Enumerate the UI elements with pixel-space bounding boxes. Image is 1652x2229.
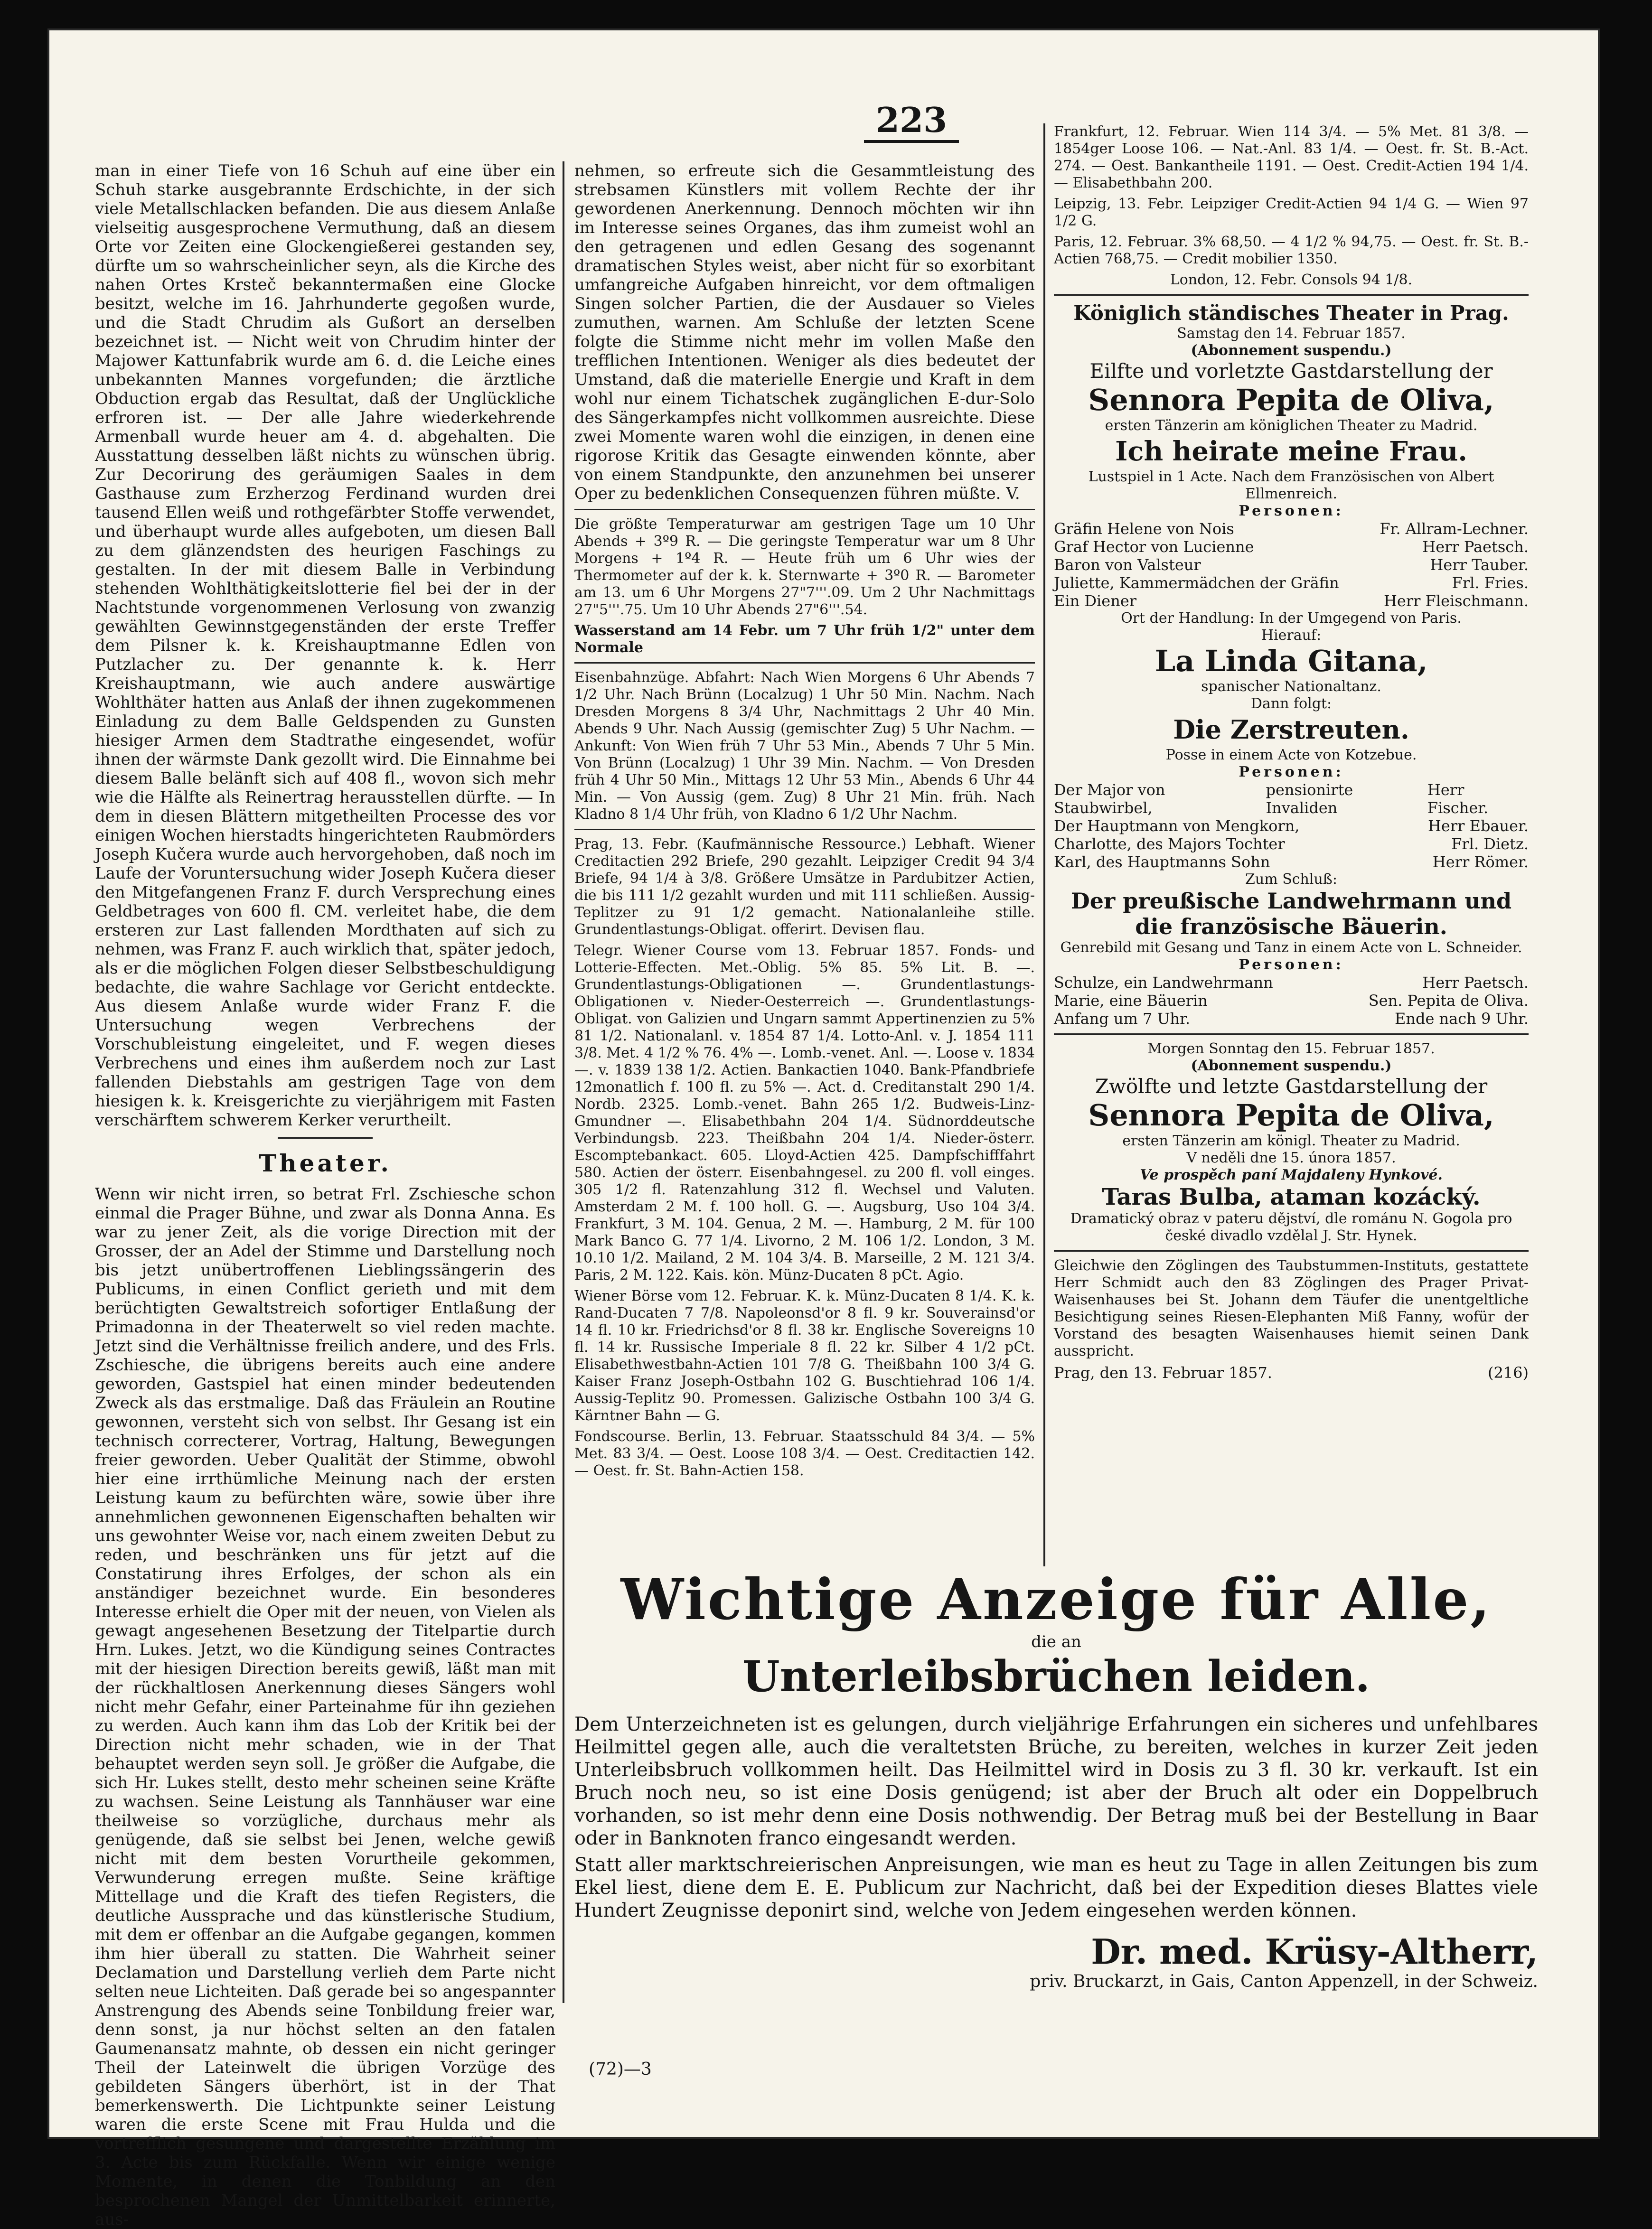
czech-play-subtitle: Dramatický obraz v pateru dějství, dle románu N. Gogola pro české divadlo vzdělal J. Str. Hynek. bbox=[1070, 1210, 1512, 1244]
persons-heading: Personen: bbox=[1239, 956, 1344, 973]
cast-row: Anfang um 7 Uhr. Ende nach 9 Uhr. bbox=[1054, 1010, 1529, 1028]
vienna-exchange-rates: Telegr. Wiener Course vom 13. Februar 1857. Fonds- und Lotterie-Effecten. Met.-Oblig. 5% 85. 5% Lit. B. —. Grundentlastungs-Obligationen —. Grundentlastungs-Obligationen v. Nieder-Oesterreich —. Grundentlastungs-Obligat. von Galizien und Ungarn sammt Appertinenzien zu 5% 81 1/2. Nationalanl. v. 1854 87 1/4. Lotto-Anl. v. J. 1854 111 3/8. Met. 4 1/2 % 76. 4% —. Lomb.-venet. Anl. —. Loose v. 1834 —. v. 1839 138 1/2. Actien. Bankactien 1040. Bank-Pfandbriefe 12monatlich f. 100 fl. zu 5% —. Act. d. Creditanstalt 290 1/4. Nordb. 2325. Lomb.-venet. Bahn 265 1/2. Budweis-Linz-Gmundner —. Elisabethbahn 204 1/4. Südnorddeutsche Verbindungsb. 223. Theißbahn 204 1/4. Nieder-österr. Escomptebankact. 605. Lloyd-Actien 425. Dampfschifffahrt 580. Actien der österr. Eisenbahngesel. zu 200 fl. voll einges. 305 1/2 fl. Ratenzahlung 312 fl. Wechsel und Valuten. Amsterdam 2 M. f. 100 holl. G. —. Augsburg, Uso 104 3/4. Frankfurt, 3 M. 104. Genua, 2 M. —. Hamburg, 2 M. für 100 Mark Banco G. 77 1/4. Livorno, 2 M. 106 1/2. London, 3 M. 10.10 1/2. Mailand, 2 M. 104 3/4. B. Marseille, 2 M. 121 3/4. Paris, 2 M. 122. Kais. kön. Münz-Ducaten 8 pCt. Agio. bbox=[574, 942, 1035, 1283]
divider bbox=[574, 829, 1035, 830]
elephant-notice: Gleichwie den Zöglingen des Taubstummen-Instituts, gestattete Herr Schmidt auch den 83 Zöglingen des Prager Privat-Waisenhauses bei St. Johann dem Täufer die unentgeltliche Besichtigung seines Riesen-Elephanten Miß Fanny, wofür der Vorstand des besagten Waisenhauses hiemit seinen Dank ausspricht. bbox=[1054, 1257, 1529, 1359]
notice-footer: Prag, den 13. Februar 1857. (216) bbox=[1054, 1364, 1529, 1382]
abonnement-note: (Abonnement suspendu.) bbox=[1191, 342, 1392, 359]
fund-rates: Fondscourse. Berlin, 13. Februar. Staatsschuld 84 3/4. — 5% Met. 83 3/4. — Oest. Loose 108 3/4. — Oest. Creditactien 142. — Oest. fr. St. Bahn-Actien 158. bbox=[574, 1428, 1035, 1479]
cast-row: Charlotte, des Majors Tochter Frl. Dietz. bbox=[1054, 835, 1529, 853]
star-name: Sennora Pepita de Oliva, bbox=[1088, 383, 1494, 417]
cast-row: Graf Hector von Lucienne Herr Paetsch. bbox=[1054, 538, 1529, 556]
star-role-2: ersten Tänzerin am königl. Theater zu Madrid. bbox=[1122, 1133, 1460, 1149]
ad-address: priv. Bruckarzt, in Gais, Canton Appenzell, in der Schweiz. bbox=[1030, 1972, 1538, 1991]
column-rule-1 bbox=[563, 161, 564, 2003]
ad-signature: Dr. med. Krüsy-Altherr, bbox=[1091, 1931, 1538, 1972]
play-subtitle: Lustspiel in 1 Acte. Nach dem Französischen von Albert Ellmenreich. bbox=[1088, 468, 1494, 502]
divider bbox=[574, 662, 1035, 664]
section-heading-theater: Theater. bbox=[259, 1149, 392, 1177]
dance-subtitle: spanischer Nationaltanz. bbox=[1201, 678, 1381, 695]
play3-title-a: Der preußische Landwehrmann und bbox=[1070, 888, 1512, 914]
prague-market: Prag, 13. Febr. (Kaufmännische Ressource.) Lebhaft. Wiener Creditactien 292 Briefe, 290 gezahlt. Leipziger Credit 94 3/4 Briefe, 94 1/4 à 3/8. Größere Umsätze in Pardubitzer Actien, die bis 111 1/2 gezahlt wurden und mit 111 schließen. Aussig-Teplitzer zu 91 1/2 gemacht. Nationalanleihe stille. Grundentlastungs-Obligat. offerirt. Devisen flau. bbox=[574, 836, 1035, 938]
cast-row: Ein Diener Herr Fleischmann. bbox=[1054, 592, 1529, 610]
playbill-date-2: Morgen Sonntag den 15. Februar 1857. bbox=[1147, 1040, 1435, 1057]
column-2 bbox=[574, 161, 1035, 1524]
water-level: Wasserstand am 14 Febr. um 7 Uhr früh 1/2" unter dem Normale bbox=[574, 622, 1035, 656]
play-title: Ich heirate meine Frau. bbox=[1115, 436, 1467, 467]
star-name-2: Sennora Pepita de Oliva, bbox=[1088, 1098, 1494, 1133]
czech-date: V neděli dne 15. února 1857. bbox=[1186, 1150, 1396, 1166]
cast-row: Der Hauptmann von Mengkorn, Herr Ebauer. bbox=[1054, 817, 1529, 835]
ad-paragraph-2: Statt aller marktschreierischen Anpreisungen, wie man es heut zu Tage in allen Zeitungen bis zum Ekel liest, diene dem E. E. Publicum zur Nachricht, daß bei der Expedition dieses Blattes viele Hundert Zeugnisse deponirt sind, welche von Jedem eingesehen werden können. bbox=[574, 1854, 1538, 1921]
paris-market: Paris, 12. Februar. 3% 68,50. — 4 1/2 % 94,75. — Oest. fr. St. B.-Actien 768,75. — Credit mobilier 1350. bbox=[1054, 234, 1529, 267]
playbill-date: Samstag den 14. Februar 1857. bbox=[1177, 325, 1406, 342]
divider bbox=[1054, 294, 1529, 296]
dann-folgt: Dann folgt: bbox=[1250, 695, 1332, 712]
ad-die-an: die an bbox=[1031, 1632, 1081, 1651]
cast-row: Gräfin Helene von Nois Fr. Allram-Lechner. bbox=[1054, 520, 1529, 538]
star-role: ersten Tänzerin am königlichen Theater zu Madrid. bbox=[1105, 417, 1478, 434]
theater-name: Königlich ständisches Theater in Prag. bbox=[1073, 301, 1509, 325]
ad-subtitle: Unterleibsbrüchen leiden. bbox=[742, 1651, 1370, 1702]
play2-subtitle: Posse in einem Acte von Kotzebue. bbox=[1165, 747, 1417, 763]
performance-line-2: Zwölfte und letzte Gastdarstellung der bbox=[1095, 1075, 1488, 1098]
divider bbox=[278, 1137, 373, 1139]
column-3 bbox=[1054, 123, 1529, 1547]
abonnement-note-2: (Abonnement suspendu.) bbox=[1191, 1058, 1392, 1074]
divider bbox=[1054, 1033, 1529, 1035]
column-1 bbox=[95, 161, 555, 2229]
column-rule-2 bbox=[1043, 123, 1045, 1566]
news-paragraph: man in einer Tiefe von 16 Schuh auf eine über ein Schuh starke ausgebrannte Erdschichte, in der sich viele Metallschlacken befanden. Die aus diesem Anlaße vielseitig ausgesprochene Vermuthung, daß an diesem Orte vor Zeiten eine Glockengießerei gestanden sey, dürfte um so wahrscheinlicher seyn, als die Kirche des nahen Ortes Krsteč bekanntermaßen eine Glocke besitzt, welche im 16. Jahrhunderte gegoßen wurde, und die Stadt Chrudim als Gußort an derselben bezeichnet ist. — Nicht weit von Chrudim hinter der Majower Kattunfabrik wurde am 6. d. die Leiche eines unbekannten Mannes vorgefunden; die ärztliche Obduction ergab das Resultat, daß der Unglückliche erfroren ist. — Der alle Jahre wiederkehrende Armenball wurde heuer am 4. d. abgehalten. Die Ausstattung desselben läßt nichts zu wünschen übrig. Zur Decorirung des geräumigen Saales in dem Gasthause zum Erzherzog Ferdinand wurden drei tausend Ellen weiß und rothgefärbter Stoffe verwendet, und überhaupt wurde alles aufgeboten, um diesen Ball zu dem glänzendsten des heurigen Faschings zu gestalten. In der mit diesem Balle in Verbindung stehenden Wohlthätigkeitslotterie fiel bei der in der Nachtstunde vorgenommenen Verlosung von zwanzig gewählten Gewinnstgegenständen der erste Treffer dem Pilsner k. k. Kreishauptmanne Edlen von Putzlacher zu. Der genannte k. k. Herr Kreishauptmann, wie auch andere auswärtige Wohlthäter hatten aus Anlaß der ihnen zugekommenen Einladung zu dem Balle Geldspenden zu Gunsten hiesiger Armen dem Stadtrathe eingesendet, wofür ihnen der wärmste Dank gezollt wird. Die Einnahme bei diesem Balle belänft sich auf 408 fl., wovon sich mehr wie die Hälfte als Reinertrag herausstellen dürfte. — In dem in diesen Blättern mitgetheilten Processe des vor einigen Wochen hierstadts hingerichteten Raubmörders Joseph Kučera wurde auch hervorgehoben, daß noch im Laufe der Voruntersuchung wider Joseph Kučera dieser den Mitgefangenen Franz F. durch Versprechung eines Geldbetrages von 600 fl. CM. verleitet habe, die dem ersteren zur Last fallenden Mordthaten auf sich zu nehmen, was Franz F. auch wirklich that, später jedoch, als er die möglichen Folgen dieser Selbstbeschuldigung bedachte, die wahre Sachlage vor Gericht entdeckte. Aus diesem Anlaße wurde wider Franz F. die Untersuchung wegen Verbrechens der Vorschubleistung eingeleitet, und F. wegen dieses Verbrechens und eines ihm außerdem noch zur Last fallenden Diebstahls am gestrigen Tage von dem hiesigen k. k. Kreisgerichte zu vierjährigem mit Fasten verschärftem schwerem Kerker verurtheilt. bbox=[95, 161, 555, 1130]
london-market: London, 12. Febr. Consols 94 1/8. bbox=[1170, 272, 1413, 288]
cast-row: Karl, des Hauptmanns Sohn Herr Römer. bbox=[1054, 853, 1529, 871]
play2-title: Die Zerstreuten. bbox=[1173, 714, 1409, 745]
czech-benefit: Ve prospěch paní Majdaleny Hynkové. bbox=[1140, 1167, 1443, 1183]
leipzig-market: Leipzig, 13. Febr. Leipziger Credit-Actien 94 1/4 G. — Wien 97 1/2 G. bbox=[1054, 196, 1529, 229]
ad-title: Wichtige Anzeige für Alle, bbox=[620, 1566, 1492, 1632]
performance-line: Eilfte und vorletzte Gastdarstellung der bbox=[1089, 359, 1493, 383]
play3-title-b: die französische Bäuerin. bbox=[1135, 914, 1447, 939]
play3-subtitle: Genrebild mit Gesang und Tanz in einem Acte von L. Schneider. bbox=[1060, 939, 1522, 956]
vienna-stock-exchange: Wiener Börse vom 12. Februar. K. k. Münz-Ducaten 8 1/4. K. k. Rand-Ducaten 7 7/8. Napoleonsd'or 8 fl. 9 kr. Souverainsd'or 14 fl. 10 kr. Friedrichsd'or 8 fl. 38 kr. Englische Sovereigns 10 fl. 14 kr. Russische Imperiale 8 fl. 22 kr. Silber 4 1/2 pCt. Elisabethwestbahn-Actien 101 7/8 G. Theißbahn 100 3/4 G. Kaiser Franz Joseph-Ostbahn 102 G. Buschtiehrad 106 1/4. Aussig-Teplitz 90. Promessen. Galizische Ostbahn 100 3/4 G. Kärntner Bahn — G. bbox=[574, 1288, 1035, 1424]
cast-row: Marie, eine Bäuerin Sen. Pepita de Oliva. bbox=[1054, 992, 1529, 1010]
persons-heading: Personen: bbox=[1239, 503, 1344, 519]
cast-row: Schulze, ein Landwehrmann Herr Paetsch. bbox=[1054, 974, 1529, 992]
frankfurt-market: Frankfurt, 12. Februar. Wien 114 3/4. — 5% Met. 81 3/8. — 1854ger Loose 106. — Nat.-Anl. 83 1/4. — Oest. fr. St. B.-Act. 274. — Oest. Bankantheile 1191. — Oest. Credit-Actien 194 1/4. — Elisabethbahn 200. bbox=[1054, 123, 1529, 191]
ad-paragraph-1: Dem Unterzeichneten ist es gelungen, durch vieljährige Erfahrungen ein sicheres und unfehlbares Heilmittel gegen alle, auch die veraltetsten Brüche, zu bereiten, welches in kurzer Zeit jeden Unterleibsbruch vollkommen heilt. Das Heilmittel wird in Dosis zu 3 fl. 30 kr. verkauft. Ist ein Bruch noch neu, so ist eine Dosis genügend; ist aber der Bruch alt oder ein Doppelbruch vorhanden, so ist mehr denn eine Dosis nothwendig. Der Betrag muß bei der Bestellung in Baar oder in Banknoten franco eingesandt werden. bbox=[574, 1714, 1538, 1849]
hierauf: Hierauf: bbox=[1261, 627, 1322, 644]
divider bbox=[1054, 1250, 1529, 1252]
persons-heading: Personen: bbox=[1239, 764, 1344, 780]
divider bbox=[574, 509, 1035, 510]
page-number: 223 bbox=[817, 100, 1006, 143]
weather-report: Die größte Temperaturwar am gestrigen Tage um 10 Uhr Abends + 3º9 R. — Die geringste Temperatur war um 8 Uhr Morgens + 1º4 R. — Heute früh um 6 Uhr wies der Thermometer auf der k. k. Sternwarte + 3º0 R. — Barometer am 13. um 6 Uhr Morgens 27"7'''.09. Um 2 Uhr Nachmittags 27"5'''.75. Um 10 Uhr Abends 27"6'''.54. bbox=[574, 516, 1035, 618]
cast-row: Der Major von Staubwirbel, pensionirte Invaliden Herr Fischer. bbox=[1054, 781, 1489, 817]
theater-review: Wenn wir nicht irren, so betrat Frl. Zschiesche schon einmal die Prager Bühne, und zwar als Donna Anna. Es war zu jener Zeit, als die vorige Direction mit der Grosser, der an Adel der Stimme und Darstellung noch bis jetzt unübertroffenen Lieblingssängerin des Publicums, in einen Conflict gerieth und mit dem berüchtigten Gewaltstreich sofortiger Entlaßung der Primadonna in der Theaterwelt so viel reden machte. Jetzt sind die Verhältnisse freilich andere, und des Frls. Zschiesche, die übrigens bereits auch eine andere geworden, Gastspiel hat einen minder bedeutenden Zweck als das erstmalige. Daß das Fräulein an Routine gewonnen, versteht sich von selbst. Ihr Gesang ist ein technisch correcterer, Vortrag, Haltung, Bewegungen freier geworden. Ueber Qualität der Stimme, obwohl hier eine irrthümliche Meinung nach der ersten Leistung kaum zu befürchten wäre, sowie über ihre annehmlichen gewonnenen Eigenschaften behalten wir uns gewohnter Weise vor, nach einem zweiten Debut zu reden, und beschränken uns für jetzt auf die Constatirung ihres Erfolges, der schon als ein anständiger bezeichnet wurde. Ein besonderes Interesse erhielt die Oper mit der neuen, von Vielen als gewagt angesehenen Besetzung der Titelpartie durch Hrn. Lukes. Jetzt, wo die Kündigung seines Contractes mit der hiesigen Direction bereits gewiß, läßt man mit der rückhaltlosen Anerkennung dieses Sängers wohl nicht mehr Gefahr, einer Parteinahme für ihn geziehen zu werden. Auch kann ihm das Lob der Kritik bei der Direction nicht mehr schaden, wie in der That behauptet werden seyn soll. Je größer die Aufgabe, die sich Hr. Lukes stellt, desto mehr scheinen seine Kräfte zu wachsen. Seine Leistung als Tannhäuser war eine theilweise so vorzügliche, durchaus mehr als genügende, daß sie selbst bei Jenen, welche gewiß nicht mit dem besten Vorurtheile gekommen, Verwunderung erregen mußte. Seine kräftige Mittellage und die Kraft des tiefen Registers, die deutliche Aussprache und das künstlerische Studium, mit dem er offenbar an die Aufgabe gegangen, kommen ihm hier überall zu statten. Die Wahrheit seiner Declamation und Darstellung verlieh dem Parte nicht selten neue Lichteiten. Daß gerade bei so angespannter Anstrengung des Abends seine Tonbildung freier war, denn sonst, ja nur höchst selten an den fatalen Gaumenansatz mahnte, ob dessen ein nicht geringer Theil der Lateinwelt die übrigen Vorzüge des gebildeten Sängers überhört, ist in der That bemerkenswerth. Die Lichtpunkte seiner Leistung waren die erste Scene mit Frau Hulda und die vortrefflich gesungene und dargestellte Erzählung im 3. Acte bis zum Rückfalle. Wenn wir einige wenige Momente, in denen die Tonbildung an den besprochenen Mangel der Unmittelbarkeit erinnerte, aus- bbox=[95, 1185, 555, 2229]
review-continuation: nehmen, so erfreute sich die Gesammtleistung des strebsamen Künstlers mit vollem Rechte der ihr gewordenen Anerkennung. Dennoch möchten wir ihn im Interesse seines Organes, das ihm zumeist wohl an den getragenen und edlen Gesang des sogenannt dramatischen Styles weist, aber nicht für so exorbitant umfangreiche Aufgaben hinreicht, vor dem oftmaligen Singen solcher Partien, die der Ausdauer so Vieles zumuthen, warnen. Am Schluße der letzten Scene folgte die Stimme nicht mehr im vollen Maße den trefflichen Intentionen. Weniger als dies bedeutet der Umstand, daß die materielle Energie und Kraft in dem wohl nur einem Tichatschek zugänglichen E-dur-Solo des Sängerkampfes nicht vollkommen ausreichte. Diese zwei Momente waren wohl die einzigen, in denen eine rigorose Kritik das Gesagte einwenden könnte, aber von einem Standpunkte, den anzunehmen bei unserer Oper zu bedenklichen Consequenzen führen müßte. V. bbox=[574, 161, 1035, 503]
ad-reference: (72)—3 bbox=[589, 2060, 652, 2079]
cast-row: Juliette, Kammermädchen der Gräfin Frl. Fries. bbox=[1054, 574, 1529, 592]
place-of-action: Ort der Handlung: In der Umgegend von Paris. bbox=[1121, 610, 1462, 627]
advertisement bbox=[574, 1566, 1538, 2098]
railway-schedule: Eisenbahnzüge. Abfahrt: Nach Wien Morgens 6 Uhr Abends 7 1/2 Uhr. Nach Brünn (Localzug) 1 Uhr 50 Min. Nachm. Nach Dresden Morgens 8 3/4 Uhr, Nachmittags 2 Uhr 40 Min. Abends 9 Uhr. Nach Aussig (gemischter Zug) 5 Uhr Nachm. — Ankunft: Von Wien früh 7 Uhr 53 Min., Abends 7 Uhr 5 Min. Von Brünn (Localzug) 1 Uhr 39 Min. Nachm. — Von Dresden früh 4 Uhr 50 Min., Mittags 12 Uhr 53 Min., Abends 6 Uhr 44 Min. — Von Aussig (gem. Zug) 8 Uhr 21 Min. früh. Nach Kladno 8 1/4 Uhr früh, von Kladno 6 1/2 Uhr Nachm. bbox=[574, 669, 1035, 823]
czech-play-title: Taras Bulba, ataman kozácký. bbox=[1102, 1184, 1481, 1210]
cast-row: Baron von Valsteur Herr Tauber. bbox=[1054, 556, 1529, 574]
newspaper-page bbox=[47, 28, 1600, 2229]
dance-title: La Linda Gitana, bbox=[1155, 644, 1428, 678]
zum-schluss: Zum Schluß: bbox=[1245, 871, 1337, 888]
